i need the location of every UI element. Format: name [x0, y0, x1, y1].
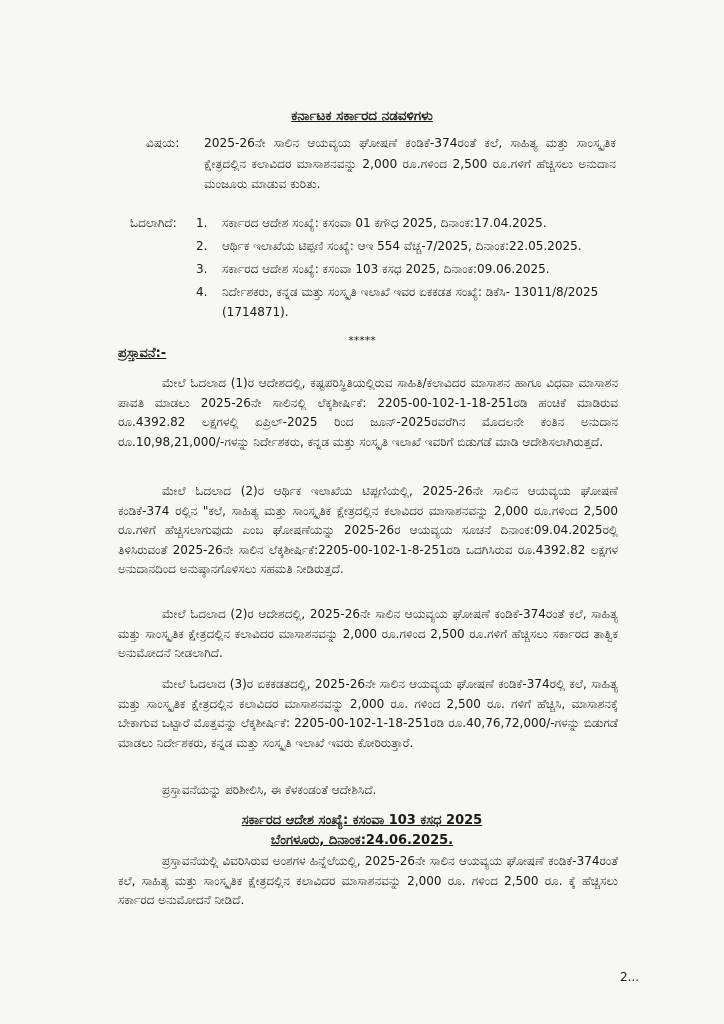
page-number: 2...	[620, 970, 640, 984]
preamble-paragraph: ಮೇಲೆ ಓದಲಾದ (3)ರ ಏಕಕಡತದಲ್ಲಿ, 2025-26ನೇ ಸಾಲಿನ ಆಯವ್ಯಯ ಘೋಷಣೆ ಕಂಡಿಕೆ-374ರಲ್ಲಿ ಕಲೆ, ಸಾಹಿತ್ಯ ಮತ್ತು ಸಾಂಸ್ಕೃತಿಕ ಕ್ಷೇತ್ರದಲ್ಲಿನ ಕಲಾವಿದರ ಮಾಸಾಶನವನ್ನು 2,000 ರೂ. ಗಳಿಂದ 2,500 ರೂ. ಗಳಿಗೆ ಹೆಚ್ಚಿಸಿ, ಮಾಸಾಶನಕ್ಕೆ ಬೇಕಾಗುವ ಒಟ್ಟಾರೆ ಮೊತ್ತವನ್ನು ಲೆಕ್ಕಶೀರ್ಷಿಕೆ: 2205-00-102-1-18-251ರಡಿ ರೂ.40,76,72,000/-ಗಳನ್ನು ಬಿಡುಗಡೆ ಮಾಡಲು ನಿರ್ದೇಶಕರು, ಕನ್ನಡ ಮತ್ತು ಸಂಸ್ಕೃತಿ ಇಲಾಖೆ ಇವರು ಕೋರಿರುತ್ತಾರೆ.	[118, 677, 618, 750]
reference-text: ನಿರ್ದೇಶಕರು, ಕನ್ನಡ ಮತ್ತು ಸಂಸ್ಕೃತಿ ಇಲಾಖೆ ಇವರ ಏಕಕಡತ ಸಂಖ್ಯೆ: ಡಿಕೆಸಿ- 13011/8/2025 (1714871).	[222, 285, 599, 319]
subject-text: 2025-26ನೇ ಸಾಲಿನ ಆಯವ್ಯಯ ಘೋಷಣೆ ಕಂಡಿಕೆ-374ರಂತೆ ಕಲೆ, ಸಾಹಿತ್ಯ ಮತ್ತು ಸಾಂಸ್ಕೃತಿಕ ಕ್ಷೇತ್ರದಲ್ಲಿನ ಕಲಾವಿದರ ಮಾಸಾಶನವನ್ನು 2,000 ರೂ.ಗಳಿಂದ 2,500 ರೂ.ಗಳಿಗೆ ಹೆಚ್ಚಿಸಲು ಅನುದಾನ ಮಂಜೂರು ಮಾಡುವ ಕುರಿತು.	[204, 136, 616, 191]
preamble-paragraph: ಪ್ರಸ್ತಾವನೆಯನ್ನು ಪರಿಶೀಲಿಸಿ, ಈ ಕೆಳಕಂಡಂತೆ ಆದೇಶಿಸಿದೆ.	[162, 783, 377, 797]
order-paragraph: ಪ್ರಸ್ತಾವನೆಯಲ್ಲಿ ವಿವರಿಸಿರುವ ಅಂಶಗಳ ಹಿನ್ನೆಲೆಯಲ್ಲಿ, 2025-26ನೇ ಸಾಲಿನ ಆಯವ್ಯಯ ಘೋಷಣೆ ಕಂಡಿಕೆ-374ರಂತೆ ಕಲೆ, ಸಾಹಿತ್ಯ ಮತ್ತು ಸಾಂಸ್ಕೃತಿಕ ಕ್ಷೇತ್ರದಲ್ಲಿನ ಕಲಾವಿದರ ಮಾಸಾಶನವನ್ನು 2,000 ರೂ. ಗಳಿಂದ 2,500 ರೂ. ಕ್ಕೆ ಹೆಚ್ಚಿಸಲು ಸರ್ಕಾರದ ಅನುಮೋದನೆ ನೀಡಿದೆ.	[118, 854, 618, 908]
references-block	[130, 213, 620, 325]
reference-text: ಸರ್ಕಾರದ ಆದೇಶ ಸಂಖ್ಯೆ: ಕಸಂವಾ 01 ಕಗೌಧ 2025, ದಿನಾಂಕ:17.04.2025.	[222, 216, 547, 230]
preamble-paragraph: ಮೇಲೆ ಓದಲಾದ (1)ರ ಆದೇಶದಲ್ಲಿ, ಕಷ್ಟಪರಿಸ್ಥಿತಿಯಲ್ಲಿರುವ ಸಾಹಿತಿ/ಕಲಾವಿದರ ಮಾಸಾಶನ ಹಾಗೂ ವಿಧವಾ ಮಾಸಾಶನ ಪಾವತಿ ಮಾಡಲು 2025-26ನೇ ಸಾಲಿನಲ್ಲಿ ಲೆಕ್ಕಶೀರ್ಷಿಕೆ: 2205-00-102-1-18-251ರಡಿ ಹಂಚಿಕೆ ಮಾಡಿರುವ ರೂ.4392.82 ಲಕ್ಷಗಳಲ್ಲಿ ಏಪ್ರಿಲ್-2025 ರಿಂದ ಜೂನ್-2025ರವರೆಗಿನ ಮೊದಲನೇ ಕಂತಿನ ಅನುದಾನ ರೂ.10,98,21,000/-ಗಳನ್ನು ನಿರ್ದೇಶಕರು, ಕನ್ನಡ ಮತ್ತು ಸಂಸ್ಕೃತಿ ಇಲಾಖೆ ಇವರಿಗೆ ಬಿಡುಗಡೆ ಮಾಡಿ ಆದೇಶಿಸಲಾಗಿರುತ್ತದೆ.	[118, 376, 618, 449]
order-place-date: ಬೆಂಗಳೂರು, ದಿನಾಂಕ:24.06.2025.	[270, 833, 454, 848]
subject-label: ವಿಷಯ:	[146, 136, 180, 150]
subject-block	[146, 133, 616, 195]
reference-number: 3.	[196, 262, 208, 276]
preamble-heading: ಪ್ರಸ್ತಾವನೆ:-	[118, 346, 167, 361]
order-heading	[0, 811, 724, 851]
preamble-paragraph: ಮೇಲೆ ಓದಲಾದ (2)ರ ಆದೇಶದಲ್ಲಿ, 2025-26ನೇ ಸಾಲಿನ ಆಯವ್ಯಯ ಘೋಷಣೆ ಕಂಡಿಕೆ-374ರಂತೆ ಕಲೆ, ಸಾಹಿತ್ಯ ಮತ್ತು ಸಾಂಸ್ಕೃತಿಕ ಕ್ಷೇತ್ರದಲ್ಲಿನ ಕಲಾವಿದರ ಮಾಸಾಶನವನ್ನು 2,000 ರೂ.ಗಳಿಂದ 2,500 ರೂ.ಗಳಿಗೆ ಹೆಚ್ಚಿಸಲು ಸರ್ಕಾರದ ತಾತ್ವಿಕ ಅನುಮೋದನೆ ನೀಡಲಾಗಿದೆ.	[118, 607, 618, 661]
references-label: ಓದಲಾಗಿದೆ:	[130, 216, 177, 230]
order-number: ಸರ್ಕಾರದ ಆದೇಶ ಸಂಖ್ಯೆ: ಕಸಂವಾ 103 ಕಸಧ 2025	[241, 813, 483, 828]
reference-text: ಆರ್ಥಿಕ ಇಲಾಖೆಯ ಟಿಪ್ಪಣಿ ಸಂಖ್ಯೆ: ಆಇ 554 ವೆಚ್ಚ-7/2025, ದಿನಾಂಕ:22.05.2025.	[222, 239, 582, 253]
reference-item	[196, 213, 620, 233]
reference-number: 4.	[196, 285, 208, 299]
document-title: ಕರ್ನಾಟಕ ಸರ್ಕಾರದ ನಡವಳಿಗಳು	[291, 108, 433, 124]
reference-item	[196, 259, 620, 279]
reference-number: 2.	[196, 239, 208, 253]
reference-text: ಸರ್ಕಾರದ ಆದೇಶ ಸಂಖ್ಯೆ: ಕಸಂವಾ 103 ಕಸಧ 2025, ದಿನಾಂಕ:09.06.2025.	[222, 262, 550, 276]
reference-item	[196, 282, 620, 322]
reference-number: 1.	[196, 216, 208, 230]
reference-item	[196, 236, 620, 256]
references-list	[196, 213, 620, 322]
preamble-paragraph: ಮೇಲೆ ಓದಲಾದ (2)ರ ಆರ್ಥಿಕ ಇಲಾಖೆಯ ಟಿಪ್ಪಣಿಯಲ್ಲಿ, 2025-26ನೇ ಸಾಲಿನ ಆಯವ್ಯಯ ಘೋಷಣೆ ಕಂಡಿಕೆ-374 ರಲ್ಲಿನ "ಕಲೆ, ಸಾಹಿತ್ಯ ಮತ್ತು ಸಾಂಸ್ಕೃತಿಕ ಕ್ಷೇತ್ರದಲ್ಲಿನ ಕಲಾವಿದರ ಮಾಸಾಶನವನ್ನು 2,000 ರೂ.ಗಳಿಂದ 2,500 ರೂ.ಗಳಿಗೆ ಹೆಚ್ಚಿಸಲಾಗುವುದು ಎಂಬ ಘೋಷಣೆಯನ್ನು 2025-26ರ ಆಯವ್ಯಯ ಸೂಚನೆ ದಿನಾಂಕ:09.04.2025ರಲ್ಲಿ ತಿಳಿಸಿರುವಂತೆ 2025-26ನೇ ಸಾಲಿನ ಲೆಕ್ಕಶೀರ್ಷಿಕೆ:2205-00-102-1-8-251ರಡಿ ಒದಗಿಸಿರುವ ರೂ.4392.82 ಲಕ್ಷಗಳ ಅನುದಾನದಿಂದ ಅನುಷ್ಠಾನಗೊಳಿಸಲು ಸಹಮತಿ ನೀಡಿರುತ್ತದೆ.	[118, 484, 618, 577]
section-separator: *****	[348, 334, 376, 347]
